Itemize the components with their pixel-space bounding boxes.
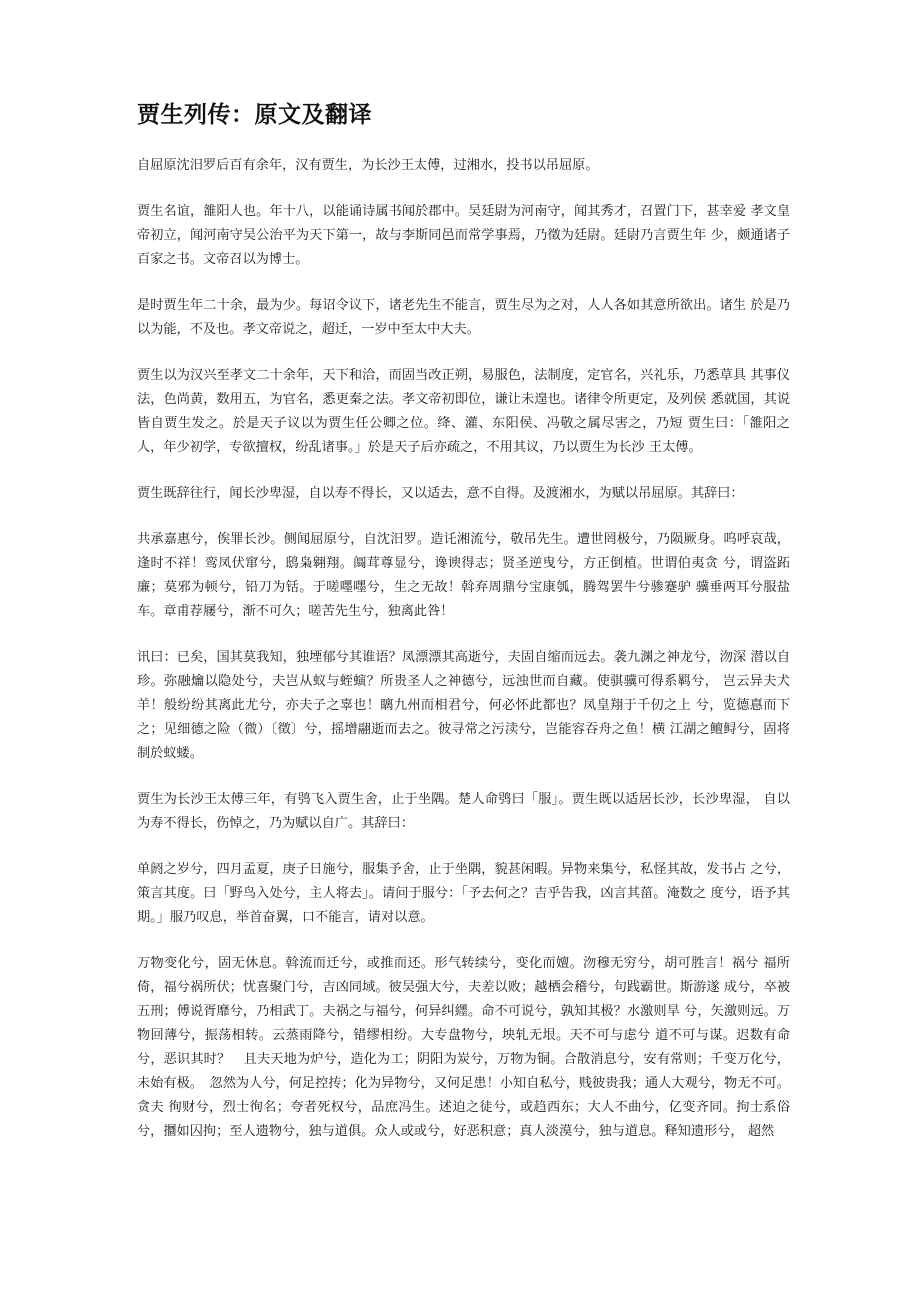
paragraph-9: 单阏之岁兮，四月孟夏，庚子日施兮，服集予舍，止于坐隅，貌甚闲暇。异物来集兮，私怪其故，发书占 之兮，策言其度。曰「野鸟入处兮，主人将去」。请问于服兮：「予去何之？吉乎告我，凶言其菑。淹数之 度兮，语予其期。」服乃叹息，举首奋翼，口不能言，请对以意。	[137, 862, 790, 925]
document-title: 贾生列传：原文及翻译	[137, 102, 372, 128]
paragraph-5: 贾生既辞往行，闻长沙卑湿，自以寿不得长，又以适去，意不自得。及渡湘水，为赋以吊屈原。其辞曰：	[137, 486, 744, 501]
paragraph-6: 共承嘉惠兮，俟罪长沙。侧闻屈原兮，自沈汨罗。造讬湘流兮，敬吊先生。遭世罔极兮，乃陨厥身。呜呼哀哉，逢时不祥！鸾凤伏窜兮，鸱枭翱翔。阘茸尊显兮，谗谀得志；贤圣逆曳兮，方正倒植。世谓伯夷贪 兮，谓盗跖廉；莫邪为顿兮，铅刀为铦。于嗟嚜嚜兮，生之无故！斡弃周鼎兮宝康瓠，腾驾罢牛兮骖蹇驴 骥垂两耳兮服盐车。章甫荐屦兮，渐不可久；嗟苦先生兮，独离此咎！	[137, 532, 791, 619]
paragraph-4: 贾生以为汉兴至孝文二十余年，天下和洽，而固当改正朔，易服色，法制度，定官名，兴礼乐，乃悉草具 其事仪法，色尚黄，数用五，为官名，悉更秦之法。孝文帝初即位，谦让未遑也。诸律令所更定，及列侯 悉就国，其说皆自贾生发之。於是天子议以为贾生任公卿之位。绛、灌、东阳侯、冯敬之属尽害之，乃短 贾生曰：「雒阳之人，年少初学，专欲擅权，纷乱诸事。」於是天子后亦疏之，不用其议，乃以贾生为长沙 王太傅。	[137, 368, 790, 455]
paragraph-3: 是时贾生年二十余，最为少。每诏令议下，诸老先生不能言，贾生尽为之对，人人各如其意所欲出。诸生 於是乃以为能，不及也。孝文帝说之，超迁，一岁中至太中大夫。	[137, 298, 790, 337]
paragraph-7: 讯曰：已矣，国其莫我知，独堙郁兮其谁语？凤漂漂其高逝兮，夫固自缩而远去。袭九渊之神龙兮，沕深 潜以自珍。弥融爚以隐处兮，夫岂从蚁与蛭螾？所贵圣人之神德兮，远浊世而自藏。使骐骥可得系羁兮， 岂云异夫犬羊！般纷纷其离此尤兮，亦夫子之辜也！瞝九州而相君兮，何必怀此都也？凤皇翔于千仞之上 兮，览德惪而下之；见细德之险（微）〔徵〕兮，摇增翮逝而去之。彼寻常之污渎兮，岂能容吞舟之鱼！横 江湖之鳣鲟兮，固将制於蚁蝼。	[137, 650, 791, 761]
paragraph-2: 贾生名谊，雒阳人也。年十八，以能诵诗属书闻於郡中。吴廷尉为河南守，闻其秀才，召置门下，甚幸爱 孝文皇帝初立，闻河南守吴公治平为天下第一，故与李斯同邑而常学事焉，乃徵为廷尉。廷尉乃言贾生年 少，颇通诸子百家之书。文帝召以为博士。	[137, 204, 790, 267]
paragraph-8: 贾生为长沙王太傅三年，有鸮飞入贾生舍，止于坐隅。楚人命鸮曰「服」。贾生既以适居长沙，长沙卑湿， 自以为寿不得长，伤悼之，乃为赋以自广。其辞曰：	[137, 792, 790, 831]
paragraph-10: 万物变化兮，固无休息。斡流而迁兮，或推而还。形气转续兮，变化而嬗。沕穆无穷兮，胡可胜言！祸兮 福所倚，福兮祸所伏；忧喜聚门兮，吉凶同域。彼吴强大兮，夫差以败；越栖会稽兮，句践霸世。斯游遂 成兮，卒被五刑；傅说胥靡兮，乃相武丁。夫祸之与福兮，何异纠纆。命不可说兮，孰知其极？水激则旱 兮，矢激则远。万物回薄兮，振荡相转。云蒸雨降兮，错缪相纷。大专盘物兮，坱轧无垠。天不可与虑兮 道不可与谋。迟数有命兮，恶识其时？ 且夫天地为炉兮，造化为工；阴阳为炭兮，万物为铜。合散消息兮，安有常则；千变万化兮，未始有极。 忽然为人兮，何足控抟；化为异物兮，又何足患！小知自私兮，贱彼贵我；通人大观兮，物无不可。贪夫 徇财兮，烈士徇名；夸者死权兮，品庶冯生。述迫之徒兮，或趋西东；大人不曲兮，亿变齐同。拘士系俗兮，攌如囚拘；至人遗物兮，独与道俱。众人或或兮，好恶积意；真人淡漠兮，独与道息。释知遗形兮， 超然	[137, 956, 790, 1139]
paragraph-1: 自屈原沈汨罗后百有余年，汉有贾生，为长沙王太傅，过湘水，投书以吊屈原。	[137, 158, 599, 173]
